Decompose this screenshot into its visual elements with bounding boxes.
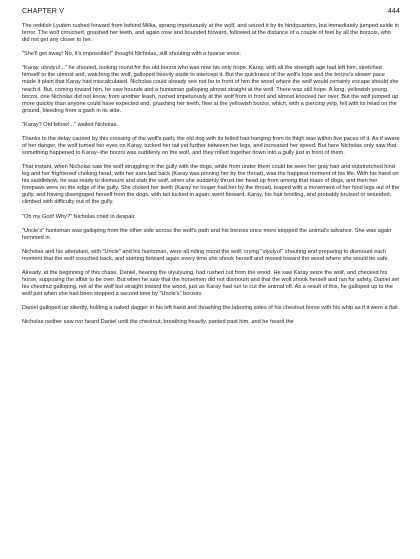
chapter-title: CHAPTER V bbox=[22, 6, 65, 15]
paragraph: Nicholas and his attendant, with "Uncle" and his huntsman, were all riding round the wolf, crying "ulyulyu!" shouting and preparing to dismount each moment that the wolf crouched back, and starting forward again every time she shook herself and moved toward the wood where she would be safe. bbox=[22, 248, 390, 262]
paragraph: "Oh my God! Why?" Nicholas cried in despair. bbox=[22, 213, 136, 220]
paragraph: "She'll get away! No, it's impossible!" thought Nicholas, still shouting with a hoarse voice. bbox=[22, 51, 242, 58]
paragraph: Already, at the beginning of this chase, Daniel, hearing the ulyulyuing, had rushed out from the wood. He saw Karay seize the wolf, and checked his horse, supposing the affair to be over. But when he saw that the horsemen did not dismount and that the wolf shook herself and ran for safety, Daniel set his chestnut galloping, not at the wolf but straight toward the wood, just as Karay had run to cut the animal off. As a result of this, he galloped up to the wolf just when she had been stopped a second time by "Uncle's" borzois. bbox=[22, 270, 399, 298]
paragraph: "Karay? Old fellow!..." wailed Nicholas. bbox=[22, 121, 118, 128]
paragraph: That instant, when Nicholas saw the wolf struggling in the gully with the dogs, while from under them could be seen her gray hair and outstretched hind leg and her frightened choking head, with her ears laid back (Karay was pinning her by the throat), was the happiest moment of his life. With his hand on his saddlebow, he was ready to dismount and stab the wolf, when she suddenly thrust her head up from among that mass of dogs, and then her forepaws were on the edge of the gully. She clicked her teeth (Karay no longer had her by the throat), leaped with a movement of her hind legs out of the gully, and having disengaged herself from the dogs, with tail tucked in again, went forward. Karay, his hair bristling, and probably bruised or wounded, climbed with difficulty out of the gully. bbox=[22, 164, 400, 206]
page-header bbox=[22, 6, 400, 15]
page-number: 444 bbox=[387, 6, 400, 15]
book-page bbox=[22, 6, 400, 334]
paragraph: "Uncle's" huntsman was galloping from the other side across the wolf's path and his borzois once more stopped the animal's advance. She was again hemmed in. bbox=[22, 227, 392, 241]
paragraph: "Karay, ulyulyu!..." he shouted, looking round for the old borzoi who was now his only hope. Karay, with all the strength age had left him, stretched himself to the utmost and, watching the wolf, galloped heavily aside to intercept it. But the quickness of the wolf's lope and the borzoi's slower pace made it plain that Karay had miscalculated. Nicholas could already see not far in front of him the wood where the wolf would certainly escape should she reach it. But, coming toward him, he saw hounds and a huntsman galloping almost straight at the wolf. There was still hope. A long, yellowish young borzoi, one Nicholas did not know, from another leash, rushed impetuously at the wolf from in front and almost knocked her over. But the wolf jumped up more quickly than anyone could have expected and, gnashing her teeth, flew at the yellowish borzoi, which, with a piercing yelp, fell with its head on the ground, bleeding from a gash in its side. bbox=[22, 65, 399, 114]
paragraph: Thanks to the delay caused by this crossing of the wolf's path, the old dog with its felted hair hanging from its thigh was within five paces of it. As if aware of her danger, the wolf turned her eyes on Karay, tucked her tail yet further between her legs, and increased her speed. But here Nicholas only saw that something happened to Karay--the borzoi was suddenly on the wolf, and they rolled together down into a gully just in front of them. bbox=[22, 135, 400, 157]
paragraph: The reddish Lyubim rushed forward from behind Milka, sprang impetuously at the wolf, and seized it by its hindquarters, but immediately jumped aside in terror. The wolf crouched, gnashed her teeth, and again rose and bounded forward, followed at the distance of a couple of feet by all the borzois, who did not get any closer to her. bbox=[22, 23, 399, 44]
paragraph: Nicholas neither saw nor heard Daniel until the chestnut, breathing heavily, panted past him, and he heard the bbox=[22, 319, 294, 326]
paragraph: Daniel galloped up silently, holding a naked dagger in his left hand and thrashing the laboring sides of his chestnut horse with his whip as if it were a flail. bbox=[22, 305, 400, 312]
